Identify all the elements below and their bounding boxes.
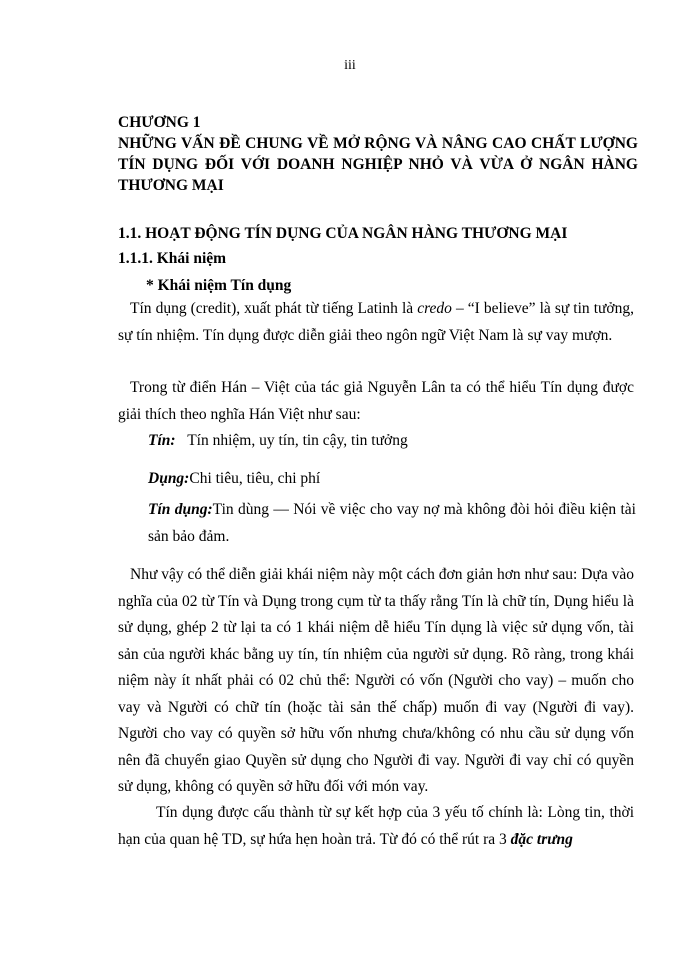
paragraph-dictionary: Trong từ điển Hán – Việt của tác giả Nguyễn Lân ta có thể hiểu Tín dụng được giải thích theo nghĩa Hán Việt như sau: <box>118 379 634 423</box>
term-credo: credo <box>417 300 452 317</box>
emphasis-characteristics: đặc trưng <box>510 830 573 848</box>
page-number: iii <box>344 58 356 73</box>
section-heading-1-1-1: 1.1.1. Khái niệm <box>118 250 227 267</box>
section-heading-1-1: 1.1. HOẠT ĐỘNG TÍN DỤNG CỦA NGÂN HÀNG THƯƠNG MẠI <box>118 225 568 242</box>
paragraph-explanation: Như vậy có thể diễn giải khái niệm này một cách đơn giản hơn như sau: Dựa vào nghĩa của 02 từ Tín và Dụng trong cụm từ ta thấy rằng Tín là chữ tín, Dụng hiểu là sử dụng, ghép 2 từ lại ta có 1 khái niệm dễ hiểu Tín dụng là việc sử dụng vốn, tài sản của người khác bằng uy tín, tín nhiệm của người sử dụng. Rõ ràng, trong khái niệm này ít nhất phải có 02 chủ thể: Người có vốn (Người cho vay) – muốn cho vay và Người có chữ tín (hoặc tài sản thế chấp) muốn đi vay (Người đi vay). Người cho vay có quyền sở hữu vốn nhưng chưa/không có nhu cầu sử dụng vốn nên đã chuyển giao Quyền sử dụng cho Người đi vay. Người đi vay chỉ có quyền sử dụng, không có quyền sở hữu đối với món vay. <box>118 566 634 795</box>
definition-tin-dung: Tín dụng:Tin dùng — Nói về việc cho vay nợ mà không đòi hỏi điều kiện tài sản bảo đảm. <box>148 501 636 545</box>
definition-term: Dụng: <box>148 470 190 487</box>
chapter-label: CHƯƠNG 1 <box>118 114 201 131</box>
definition-tin: Tín: Tín nhiệm, uy tín, tin cậy, tin tưởng <box>148 432 408 449</box>
definition-term: Tín dụng: <box>148 501 213 518</box>
paragraph-components: Tín dụng được cấu thành từ sự kết hợp của 3 yếu tố chính là: Lòng tin, thời hạn của quan hệ TD, sự hứa hẹn hoàn trả. Từ đó có thể rút ra 3 đặc trưng <box>118 804 634 848</box>
chapter-title: NHỮNG VẤN ĐỀ CHUNG VỀ MỞ RỘNG VÀ NÂNG CAO CHẤT LƯỢNG TÍN DỤNG ĐỐI VỚI DOANH NGHIỆP NHỎ VÀ VỪA Ở NGÂN HÀNG THƯƠNG MẠI <box>118 135 638 194</box>
subheading-credit-concept: * Khái niệm Tín dụng <box>146 277 292 294</box>
paragraph-credit-origin: Tín dụng (credit), xuất phát từ tiếng Latinh là credo – “I believe” là sự tin tưởng, sự tín nhiệm. Tín dụng được diễn giải theo ngôn ngữ Việt Nam là sự vay mượn. <box>118 300 634 344</box>
definition-term: Tín: <box>148 432 176 449</box>
definition-dung: Dụng:Chi tiêu, tiêu, chi phí <box>148 470 321 487</box>
